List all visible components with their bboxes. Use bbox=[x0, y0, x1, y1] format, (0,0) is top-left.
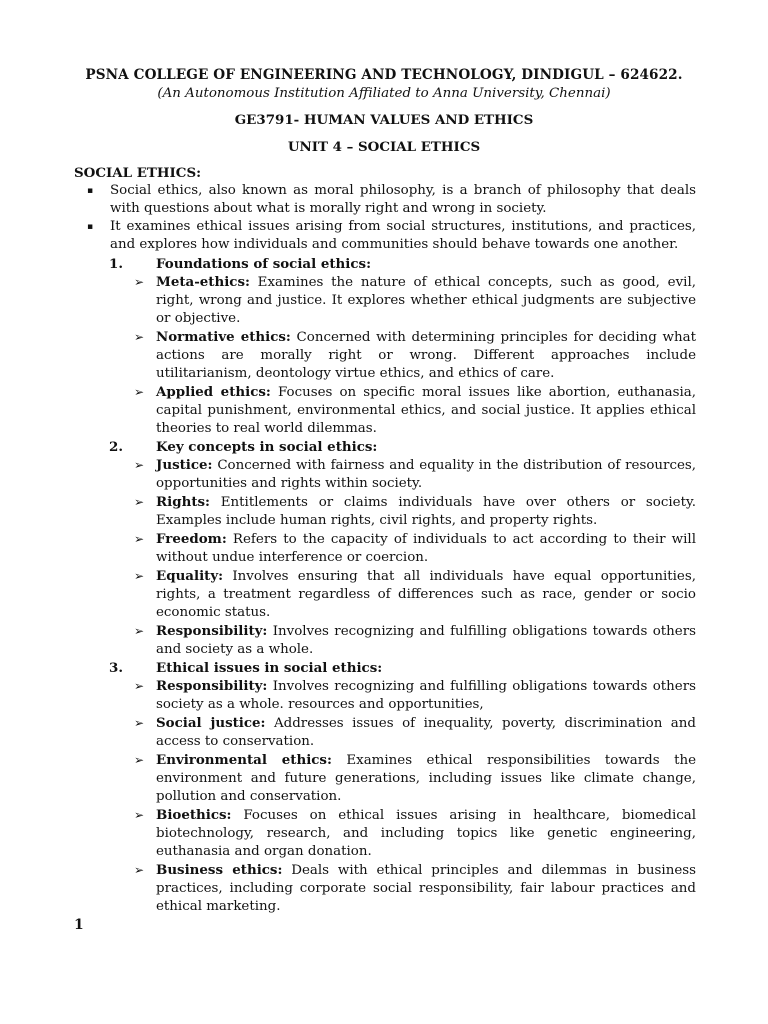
unit-title: UNIT 4 – SOCIAL ETHICS bbox=[287, 139, 481, 155]
arrow-list-item bbox=[74, 567, 696, 622]
definition: Concerned with fairness and equality in the distribution of resources, opportunities and rights within society. bbox=[156, 458, 696, 491]
term: Applied ethics: bbox=[156, 384, 271, 400]
definition: Concerned with determining principles for deciding what actions are morally right or wrong. Different approaches include utilitarianism, deontology virtue ethics, and ethics of care. bbox=[156, 330, 696, 381]
arrow-bullet-icon: ➢ bbox=[134, 716, 145, 730]
arrow-bullet-icon: ➢ bbox=[134, 532, 145, 546]
numbered-heading bbox=[74, 255, 696, 273]
arrow-list-item bbox=[74, 751, 696, 806]
arrow-bullet-icon: ➢ bbox=[134, 679, 145, 693]
square-bullet-icon: ▪ bbox=[87, 222, 94, 232]
definition: Involves ensuring that all individuals have equal opportunities, rights, a treatment regardless of differences such as race, gender or socio economic status. bbox=[156, 569, 696, 620]
arrow-bullet-icon: ➢ bbox=[134, 863, 145, 877]
definition: Examines ethical responsibilities towards the environment and future generations, including issues like climate change, pollution and conservation. bbox=[156, 753, 696, 804]
definition: Involves recognizing and fulfilling obligations towards others society as a whole. resources and opportunities, bbox=[156, 679, 696, 712]
arrow-list-item bbox=[74, 456, 696, 493]
term: Equality: bbox=[156, 568, 224, 584]
definition: Focuses on ethical issues arising in healthcare, biomedical biotechnology, research, and including topics like genetic engineering, euthanasia and organ donation. bbox=[156, 808, 696, 859]
arrow-list-item bbox=[74, 677, 696, 714]
term: Rights: bbox=[156, 494, 210, 510]
arrow-bullet-icon: ➢ bbox=[134, 495, 145, 509]
college-affiliation: (An Autonomous Institution Affiliated to Anna University, Chennai) bbox=[157, 86, 611, 101]
term: Normative ethics: bbox=[156, 329, 291, 345]
arrow-bullet-icon: ➢ bbox=[134, 385, 145, 399]
arrow-list-item bbox=[74, 273, 696, 328]
section-number: 2. bbox=[109, 439, 123, 455]
arrow-list-item bbox=[74, 861, 696, 916]
term: Freedom: bbox=[156, 531, 227, 547]
list-item bbox=[74, 182, 696, 218]
numbered-heading bbox=[74, 659, 696, 677]
arrow-bullet-icon: ➢ bbox=[134, 458, 145, 472]
section-heading: SOCIAL ETHICS: bbox=[74, 165, 202, 181]
section-number: 3. bbox=[109, 660, 123, 676]
arrow-list-item bbox=[74, 328, 696, 383]
definition: Addresses issues of inequality, poverty, discrimination and access to conservation. bbox=[156, 716, 696, 749]
bullet-text: Social ethics, also known as moral philosophy, is a branch of philosophy that deals with questions about what is morally right and wrong in society. bbox=[110, 183, 696, 216]
arrow-bullet-icon: ➢ bbox=[134, 275, 145, 289]
intro-bullets bbox=[74, 182, 696, 254]
document-body bbox=[74, 164, 696, 916]
arrow-bullet-icon: ➢ bbox=[134, 808, 145, 822]
arrow-bullet-icon: ➢ bbox=[134, 753, 145, 767]
section-number: 1. bbox=[109, 256, 123, 272]
arrow-list-item bbox=[74, 383, 696, 438]
list-item bbox=[74, 218, 696, 254]
definition: Refers to the capacity of individuals to act according to their will without undue interference or coercion. bbox=[156, 532, 696, 565]
term: Bioethics: bbox=[156, 807, 232, 823]
section-title: Key concepts in social ethics: bbox=[156, 439, 378, 455]
numbered-sections bbox=[74, 255, 696, 916]
arrow-list-item bbox=[74, 530, 696, 567]
page-number: 1 bbox=[74, 917, 84, 933]
arrow-bullet-icon: ➢ bbox=[134, 624, 145, 638]
definition: Focuses on specific moral issues like abortion, euthanasia, capital punishment, environmental ethics, and social justice. It applies ethical theories to real world dilemmas. bbox=[156, 385, 696, 436]
numbered-heading bbox=[74, 438, 696, 456]
definition: Involves recognizing and fulfilling obligations towards others and society as a whole. bbox=[156, 624, 696, 657]
arrow-bullet-icon: ➢ bbox=[134, 569, 145, 583]
definition: Examines the nature of ethical concepts, such as good, evil, right, wrong and justice. It explores whether ethical judgments are subjective or objective. bbox=[156, 275, 696, 326]
term: Responsibility: bbox=[156, 678, 268, 694]
term: Responsibility: bbox=[156, 623, 268, 639]
arrow-list-item bbox=[74, 493, 696, 530]
definition: Entitlements or claims individuals have over others or society. Examples include human rights, civil rights, and property rights. bbox=[156, 495, 696, 528]
arrow-list-item bbox=[74, 714, 696, 751]
section-title: Ethical issues in social ethics: bbox=[156, 660, 383, 676]
term: Business ethics: bbox=[156, 862, 283, 878]
college-name: PSNA COLLEGE OF ENGINEERING AND TECHNOLOGY, DINDIGUL – 624622. bbox=[85, 67, 683, 83]
term: Meta-ethics: bbox=[156, 274, 250, 290]
square-bullet-icon: ▪ bbox=[87, 186, 94, 196]
arrow-bullet-icon: ➢ bbox=[134, 330, 145, 344]
definition: Deals with ethical principles and dilemmas in business practices, including corporate social responsibility, fair labour practices and ethical marketing. bbox=[156, 863, 696, 914]
term: Justice: bbox=[156, 457, 213, 473]
term: Environmental ethics: bbox=[156, 752, 332, 768]
section-title: Foundations of social ethics: bbox=[156, 256, 372, 272]
arrow-list-item bbox=[74, 806, 696, 861]
term: Social justice: bbox=[156, 715, 266, 731]
arrow-list-item bbox=[74, 622, 696, 659]
bullet-text: It examines ethical issues arising from social structures, institutions, and practices, and explores how individuals and communities should behave towards one another. bbox=[110, 219, 696, 252]
course-title: GE3791- HUMAN VALUES AND ETHICS bbox=[234, 112, 534, 128]
